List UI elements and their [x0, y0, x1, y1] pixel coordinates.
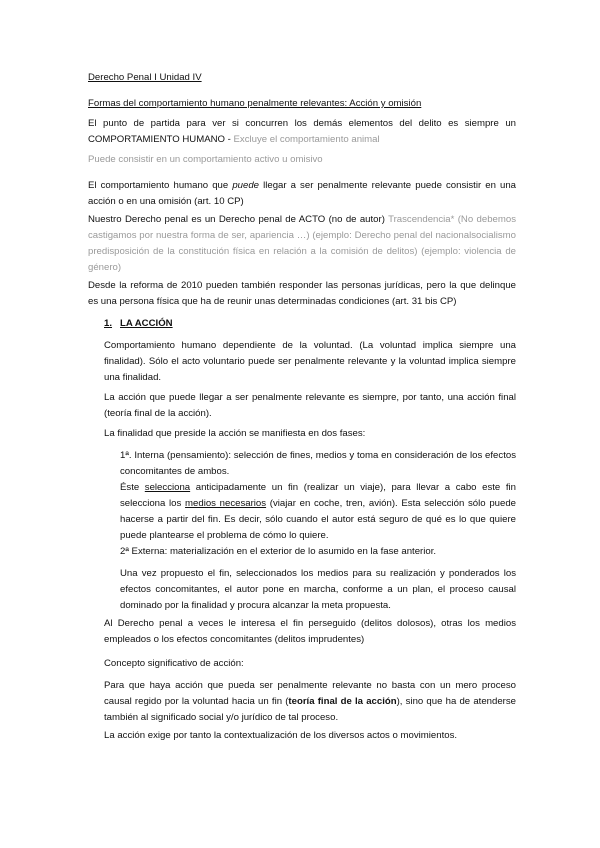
- paragraph-voluntad: Comportamiento humano dependiente de la voluntad. (La voluntad implica siempre una finalidad). Sólo el acto voluntario puede ser penalmente relevante y la voluntad implica siempre una finalidad.: [104, 340, 516, 383]
- paragraph-accion-final: La acción que puede llegar a ser penalmente relevante es siempre, por tanto, una acción final (teoría final de la acción).: [104, 392, 516, 419]
- grey-note-trascendencia: Trascendencia* (No debemos castigamos por nuestra forma de ser, apariencia …) (ejemplo: Derecho penal del nacionalsocialismo predisposición de la constitución física en relación a la comisión de delitos) (ejemplo: violencia de género): [88, 214, 516, 273]
- paragraph-fin-perseguido: Al Derecho penal a veces le interesa el fin perseguido (delitos dolosos), otras los medios empleados o los efectos concomitantes (delitos imprudentes): [104, 618, 516, 645]
- paragraph-derecho-acto: Nuestro Derecho penal es un Derecho penal de ACTO (no de autor) Trascendencia* (No debemos castigamos por nuestra forma de ser, apariencia …) (ejemplo: Derecho penal del nacionalsocialismo predisposición de la constitución física en relación a la comisión de delitos) (ejemplo: violencia de género): [88, 214, 516, 273]
- paragraph-activo-omisivo: Puede consistir en un comportamiento activo u omisivo: [88, 154, 323, 165]
- paragraph-reforma-2010: Desde la reforma de 2010 pueden también responder las personas jurídicas, pero la que delinque es una persona física que ha de reunir unas determinadas condiciones (art. 31 bis CP): [88, 280, 516, 307]
- paragraph-punto-partida: El punto de partida para ver si concurren los demás elementos del delito es siempre un COMPORTAMIENTO HUMANO - Excluye el comportamiento animal: [88, 118, 516, 145]
- paragraph-fase-externa: 2ª Externa: materialización en el exterior de lo asumido en la fase anterior.: [120, 546, 437, 557]
- paragraph-dos-fases: La finalidad que preside la acción se manifiesta en dos fases:: [104, 428, 366, 439]
- paragraph-proceso-causal: Para que haya acción que pueda ser penalmente relevante no basta con un mero proceso causal regido por la voluntad hacia un fin (teoría final de la acción), sino que ha de atenderse también al significado social y/o jurídico de tal proceso.: [104, 680, 516, 723]
- document-heading: Derecho Penal I Unidad IV: [88, 72, 202, 83]
- document-subheading: Formas del comportamiento humano penalmente relevantes: Acción y omisión: [88, 98, 422, 109]
- paragraph-contextualizacion: La acción exige por tanto la contextualización de los diversos actos o movimientos.: [104, 730, 458, 741]
- paragraph-comportamiento: El comportamiento humano que puede llegar a ser penalmente relevante puede consistir en una acción o en una omisión (art. 10 CP): [88, 180, 517, 207]
- section-heading-accion: 1. LA ACCIÓN: [104, 318, 173, 329]
- paragraph-concepto-significativo: Concepto significativo de acción:: [104, 658, 244, 669]
- paragraph-fase-interna: 1ª. Interna (pensamiento): selección de fines, medios y toma en consideración de los efectos concomitantes de ambos. Éste selecciona anticipadamente un fin (realizar un viaje), para llevar a cabo este fin selecciona los medios necesarios (viajar en coche, tren, avión). Esta selección sólo puede hacerse a partir del fin. Es decir, sólo cuando el autor está seguro de qué es lo que quiere puede plantearse el problema de cómo lo quiere.: [120, 450, 516, 541]
- grey-note: Excluye el comportamiento animal: [233, 134, 380, 145]
- paragraph-propuesto-fin: Una vez propuesto el fin, seleccionados los medios para su realización y ponderados los efectos concomitantes, el autor pone en marcha, conforme a un plan, el proceso causal dominado por la finalidad y procura alcanzar la meta propuesta.: [120, 568, 516, 611]
